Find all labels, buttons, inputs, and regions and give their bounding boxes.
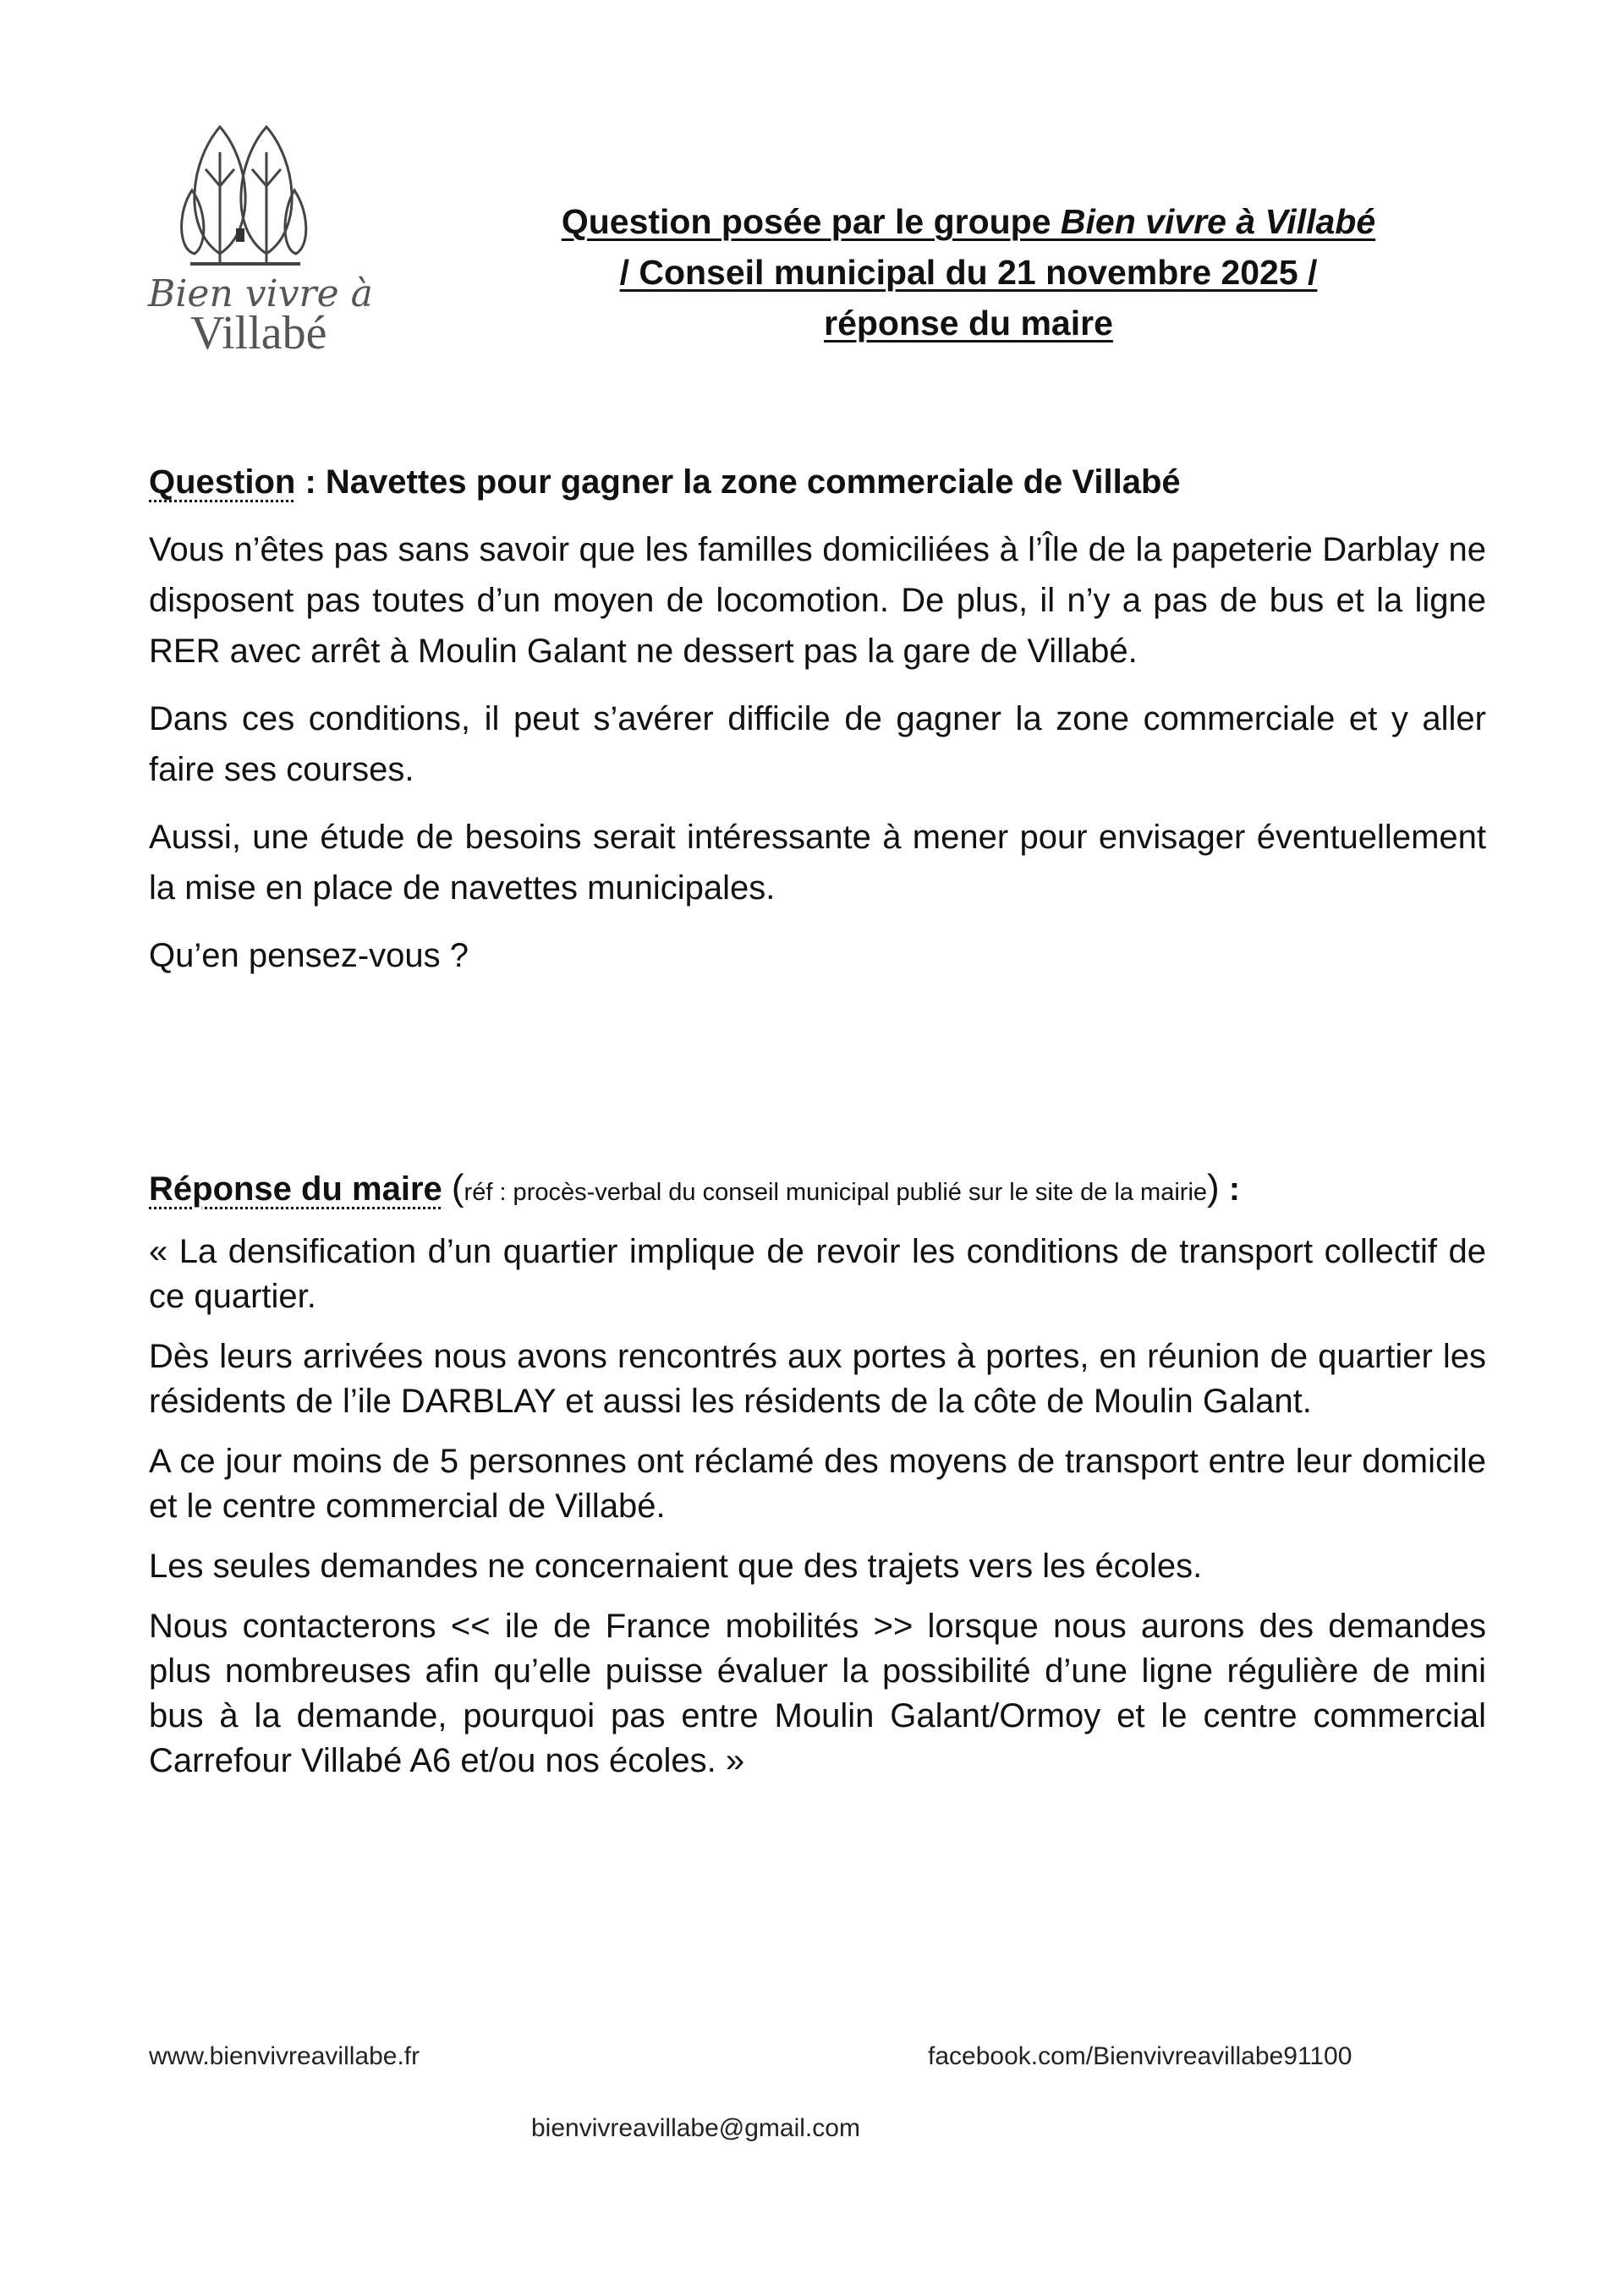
footer-facebook-link[interactable]: facebook.com/Bienvivreavillabe91100	[928, 2042, 1352, 2070]
footer-email-link[interactable]: bienvivreavillabe@gmail.com	[531, 2114, 860, 2142]
response-paragraph: A ce jour moins de 5 personnes ont réclamé des moyens de transport entre leur domicile et le centre commercial de Villabé.	[149, 1443, 1486, 1525]
response-paragraph: Dès leurs arrivées nous avons rencontrés aux portes à portes, en réunion de quartier les résidents de l’ile DARBLAY et aussi les résidents de la côte de Moulin Galant.	[149, 1338, 1486, 1420]
document-title: Question posée par le groupe Bien vivre à Villabé / Conseil municipal du 21 novembre 2025 / réponse du maire	[561, 202, 1376, 342]
response-section	[149, 1163, 1486, 1799]
trees-house-logo-icon	[140, 110, 427, 355]
footer-website-link[interactable]: www.bienvivreavillabe.fr	[149, 2042, 420, 2070]
response-paragraph: Les seules demandes ne concernaient que des trajets vers les écoles.	[149, 1548, 1203, 1585]
response-reference: réf : procès-verbal du conseil municipal publié sur le site de la mairie	[464, 1179, 1208, 1206]
svg-text:Bien vivre à: Bien vivre à	[148, 272, 373, 315]
question-paragraph: Dans ces conditions, il peut s’avérer difficile de gagner la zone commerciale et y aller faire ses courses.	[149, 700, 1486, 788]
question-heading: Question : Navettes pour gagner la zone commerciale de Villabé	[149, 463, 1181, 501]
response-paragraph: Nous contacterons << ile de France mobilités >> lorsque nous aurons des demandes plus nombreuses afin qu’elle puisse évaluer la possibilité d’une ligne régulière de mini bus à la demande, pourquoi pas entre Moulin Galant/Ormoy et le centre commercial Carrefour Villabé A6 et/ou nos écoles. »	[149, 1608, 1486, 1779]
question-paragraph: Aussi, une étude de besoins serait intéressante à mener pour envisager éventuellement la mise en place de navettes municipales.	[149, 819, 1486, 907]
response-heading: Réponse du maire (réf : procès-verbal du conseil municipal publié sur le site de la mairie) :	[149, 1167, 1241, 1208]
question-paragraph: Vous n’êtes pas sans savoir que les familles domiciliées à l’Île de la papeterie Darblay ne disposent pas toutes d’un moyen de locomotion. De plus, il n’y a pas de bus et la ligne RER avec arrêt à Moulin Galant ne dessert pas la gare de Villabé.	[149, 531, 1486, 670]
question-section	[149, 457, 1486, 998]
response-paragraph: « La densification d’un quartier implique de revoir les conditions de transport collectif de ce quartier.	[149, 1233, 1486, 1315]
logo	[140, 110, 427, 355]
question-paragraph: Qu’en pensez-vous ?	[149, 937, 469, 974]
svg-text:Villabé: Villabé	[190, 307, 327, 355]
